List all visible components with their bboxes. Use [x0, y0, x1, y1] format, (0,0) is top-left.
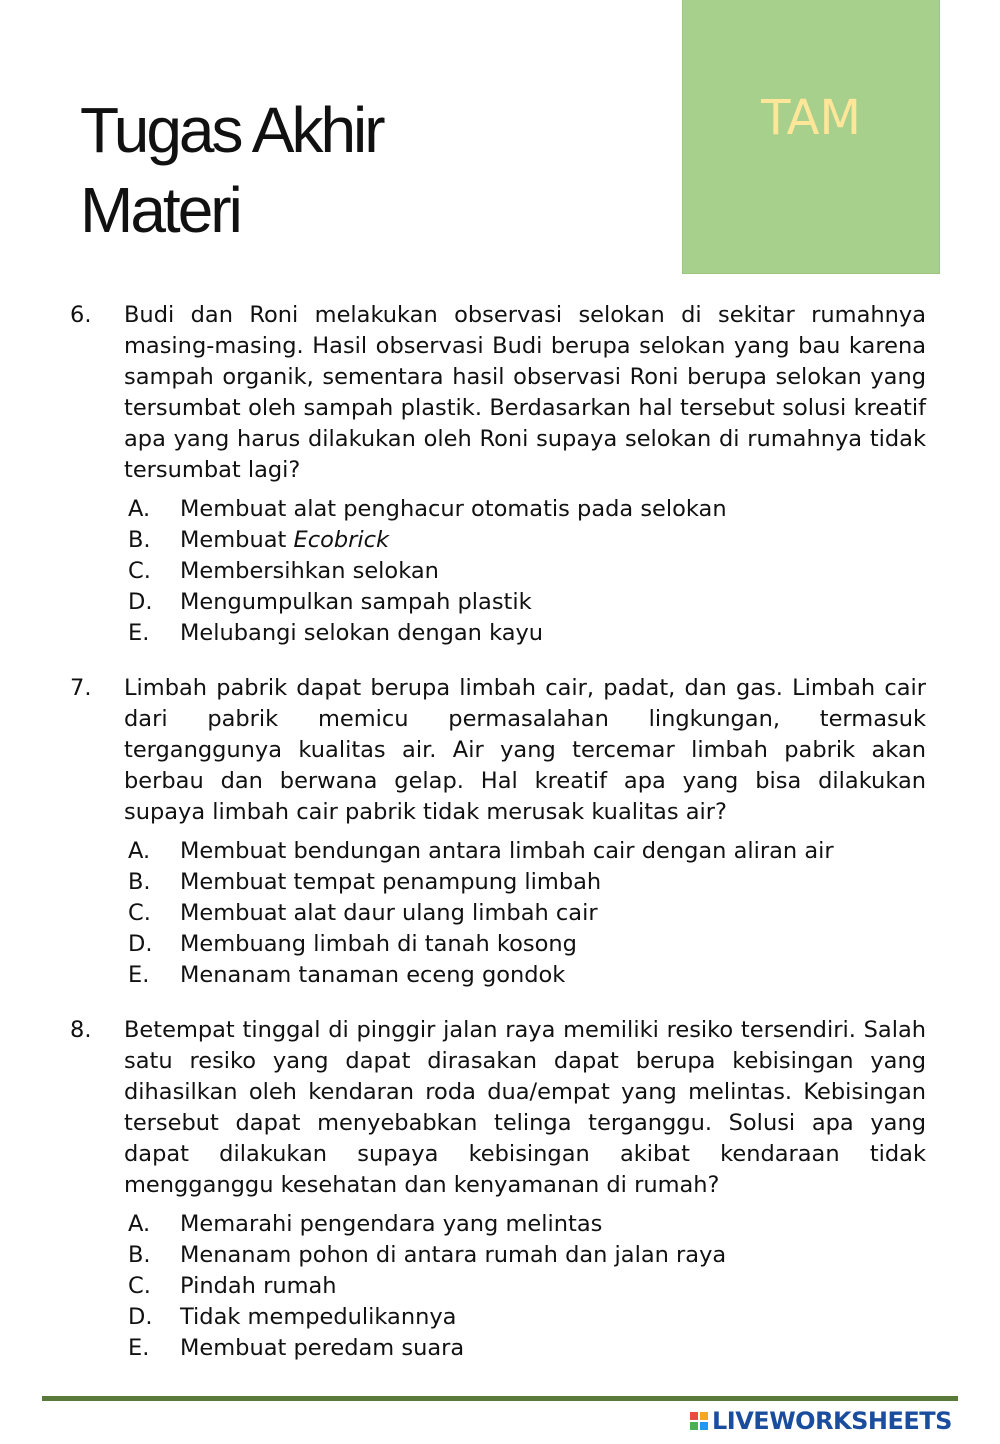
- option-letter: C.: [128, 1273, 151, 1299]
- page-title: [80, 90, 600, 250]
- question-number: 8.: [70, 1017, 92, 1043]
- option-letter: A.: [128, 838, 151, 864]
- title-line-2: Materi: [80, 174, 240, 246]
- option-letter: A.: [128, 1211, 151, 1237]
- logo-text: LIVEWORKSHEETS: [712, 1407, 952, 1435]
- option-text: Membuang limbah di tanah kosong: [180, 931, 577, 957]
- option-text-plain: Membuat: [180, 527, 294, 553]
- question-text: Limbah pabrik dapat berupa limbah cair, padat, dan gas. Limbah cair dari pabrik memicu permasalahan lingkungan, termasuk terganggunya kualitas air. Air yang tercemar limbah pabrik akan berbau dan berwana gelap. Hal kreatif apa yang bisa dilakukan supaya limbah cair pabrik tidak merusak kualitas air?: [124, 675, 926, 825]
- option-d[interactable]: [128, 587, 926, 618]
- option-e[interactable]: [128, 1333, 926, 1364]
- option-letter: E.: [128, 1335, 150, 1361]
- option-letter: D.: [128, 1304, 153, 1330]
- footer-divider: [42, 1396, 958, 1401]
- option-e[interactable]: [128, 960, 926, 991]
- option-letter: B.: [128, 527, 151, 553]
- question-text: Budi dan Roni melakukan observasi selokan di sekitar rumahnya masing-masing. Hasil observasi Budi berupa selokan yang bau karena sampah organik, sementara hasil observasi Roni berupa selokan yang tersumbat oleh sampah plastik. Berdasarkan hal tersebut solusi kreatif apa yang harus dilakukan oleh Roni supaya selokan di rumahnya tidak tersumbat lagi?: [124, 302, 926, 483]
- liveworksheets-icon: [690, 1412, 708, 1430]
- question-text: Betempat tinggal di pinggir jalan raya memiliki resiko tersendiri. Salah satu resiko yang dapat dirasakan dapat berupa kebisingan yang dihasilkan oleh kendaran roda dua/empat yang melintas. Kebisingan tersebut dapat menyebabkan telinga terganggu. Solusi apa yang dapat dilakukan supaya kebisingan akibat kendaraan tidak mengganggu kesehatan dan kenyamanan di rumah?: [124, 1017, 926, 1198]
- option-e[interactable]: [128, 618, 926, 649]
- liveworksheets-logo[interactable]: [690, 1405, 952, 1437]
- option-letter: B.: [128, 869, 151, 895]
- question-7: [70, 673, 926, 991]
- option-a[interactable]: [128, 1209, 926, 1240]
- option-letter: C.: [128, 558, 151, 584]
- question-number: 6.: [70, 302, 92, 328]
- option-d[interactable]: [128, 929, 926, 960]
- option-b[interactable]: [128, 1240, 926, 1271]
- option-c[interactable]: [128, 1271, 926, 1302]
- answer-options: [128, 836, 926, 991]
- option-text: [180, 525, 389, 556]
- option-text: Membersihkan selokan: [180, 558, 439, 584]
- question-6: [70, 300, 926, 649]
- answer-options: [128, 1209, 926, 1364]
- option-letter: B.: [128, 1242, 151, 1268]
- title-line-1: Tugas Akhir: [80, 94, 383, 166]
- option-text-italic: Ecobrick: [293, 527, 390, 553]
- answer-options: [128, 494, 926, 649]
- option-text: Membuat tempat penampung limbah: [180, 869, 602, 895]
- option-text: Menanam pohon di antara rumah dan jalan raya: [180, 1242, 727, 1268]
- option-b[interactable]: [128, 525, 926, 556]
- option-a[interactable]: [128, 836, 926, 867]
- option-c[interactable]: [128, 898, 926, 929]
- option-text: Menanam tanaman eceng gondok: [180, 962, 566, 988]
- option-letter: E.: [128, 962, 150, 988]
- option-text: Membuat alat daur ulang limbah cair: [180, 900, 598, 926]
- option-text: Membuat alat penghacur otomatis pada selokan: [180, 496, 727, 522]
- option-text: Pindah rumah: [180, 1273, 337, 1299]
- option-text: Melubangi selokan dengan kayu: [180, 620, 544, 646]
- option-a[interactable]: [128, 494, 926, 525]
- option-letter: D.: [128, 589, 153, 615]
- option-letter: A.: [128, 496, 151, 522]
- option-c[interactable]: [128, 556, 926, 587]
- question-number: 7.: [70, 675, 92, 701]
- question-8: [70, 1015, 926, 1364]
- option-letter: C.: [128, 900, 151, 926]
- option-text: Membuat peredam suara: [180, 1335, 465, 1361]
- option-d[interactable]: [128, 1302, 926, 1333]
- tam-badge: [682, 0, 940, 274]
- option-letter: E.: [128, 620, 150, 646]
- option-letter: D.: [128, 931, 153, 957]
- tam-badge-label: TAM: [761, 89, 861, 146]
- option-b[interactable]: [128, 867, 926, 898]
- option-text: Tidak mempedulikannya: [180, 1304, 457, 1330]
- option-text: Membuat bendungan antara limbah cair dengan aliran air: [180, 838, 834, 864]
- option-text: Mengumpulkan sampah plastik: [180, 589, 532, 615]
- option-text: Memarahi pengendara yang melintas: [180, 1211, 603, 1237]
